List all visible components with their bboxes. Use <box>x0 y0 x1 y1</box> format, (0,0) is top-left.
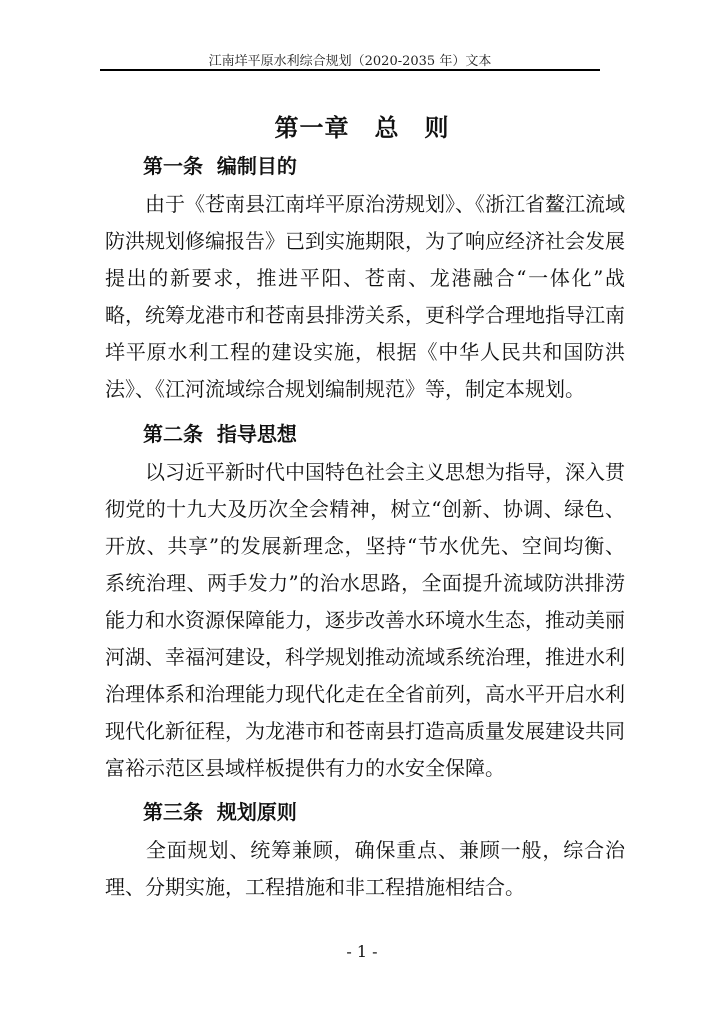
article-3-text: 全面规划、统筹兼顾，确保重点、兼顾一般，综合治理、分期实施，工程措施和非工程措施相结合。 <box>105 838 625 899</box>
article-3-heading: 第三条 规划原则 <box>143 800 297 824</box>
running-header: 江南垟平原水利综合规划（2020-2035 年）文本 <box>208 54 492 69</box>
page-number: - 1 - <box>346 942 378 961</box>
article-1-body <box>105 186 625 408</box>
article-1-text: 由于《苍南县江南垟平原治涝规划》、《浙江省鳌江流域防洪规划修编报告》已到实施期限，为了响应经济社会发展提出的新要求，推进平阳、苍南、龙港融合“一体化”战略，统筹龙港市和苍南县排涝关系，更科学合理地指导江南垟平原水利工程的建设实施，根据《中华人民共和国防洪法》、《江河流域综合规划编制规范》等，制定本规划。 <box>105 192 625 401</box>
article-2-body <box>105 454 625 787</box>
article-3-body <box>105 832 625 906</box>
article-2-heading: 第二条 指导思想 <box>143 422 297 446</box>
article-1-heading: 第一条 编制目的 <box>143 154 297 178</box>
chapter-title: 第一章 总 则 <box>274 114 450 142</box>
header-rule <box>100 69 600 71</box>
article-2-text: 以习近平新时代中国特色社会主义思想为指导，深入贯彻党的十九大及历次全会精神，树立“创新、协调、绿色、开放、共享”的发展新理念，坚持“节水优先、空间均衡、系统治理、两手发力”的治水思路，全面提升流域防洪排涝能力和水资源保障能力，逐步改善水环境水生态，推动美丽河湖、幸福河建设，科学规划推动流域系统治理，推进水利治理体系和治理能力现代化走在全省前列，高水平开启水利现代化新征程，为龙港市和苍南县打造高质量发展建设共同富裕示范区县域样板提供有力的水安全保障。 <box>105 460 625 780</box>
